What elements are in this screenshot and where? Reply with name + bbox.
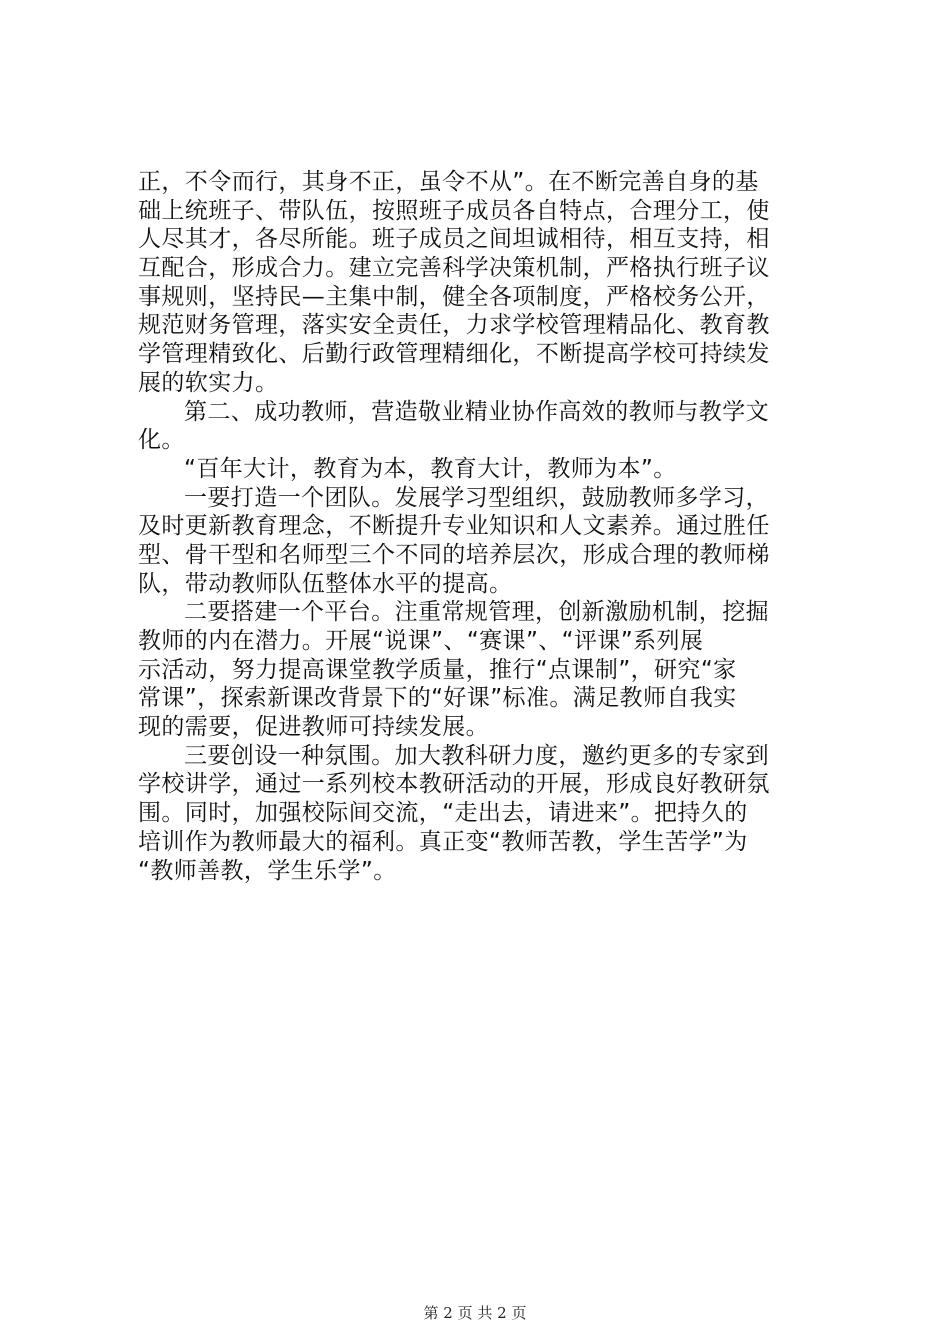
text-line: 二要搭建一个平台。注重常规管理，创新激励机制，挖掘 [184, 599, 769, 626]
text-line: 学校讲学，通过一系列校本教研活动的开展，形成良好教研氛 [138, 771, 770, 798]
text-line: 础上统班子、带队伍，按照班子成员各自特点，合理分工，使 [138, 197, 770, 224]
text-line: 现的需要，促进教师可持续发展。 [138, 714, 489, 741]
document-body [138, 168, 818, 885]
text-line: 队，带动教师队伍整体水平的提高。 [138, 570, 513, 597]
text-line: 教师的内在潜力。开展“说课”、“赛课”、“评课”系列展 [138, 628, 704, 654]
quote-line: “百年大计，教育为本，教育大计，教师为本”。 [184, 455, 677, 482]
text-line: 围。同时，加强校际间交流，“走出去，请进来”。把持久的 [138, 800, 748, 827]
text-line: 学管理精致化、后勤行政管理精细化，不断提高学校可持续发 [138, 341, 770, 368]
text-line: 三要创设一种氛围。加大教科研力度，邀约更多的专家到 [184, 742, 769, 769]
text-line: 型、骨干型和名师型三个不同的培养层次，形成合理的教师梯 [138, 541, 770, 568]
text-line: 常课”，探索新课改背景下的“好课”标准。满足教师自我实 [138, 685, 737, 712]
text-line: 示活动，努力提高课堂教学质量，推行“点课制”，研究“家 [138, 656, 737, 683]
text-line: 正，不令而行，其身不正，虽令不从”。在不断完善自身的基 [138, 169, 759, 195]
text-line: 互配合，形成合力。建立完善科学决策机制，严格执行班子议 [138, 255, 770, 282]
text-line: 人尽其才，各尽所能。班子成员之间坦诚相待，相互支持，相 [138, 226, 770, 253]
text-line: 化。 [138, 427, 185, 454]
text-line: “教师善教，学生乐学”。 [138, 857, 397, 884]
page-number-footer: 第 2 页 共 2 页 [423, 1304, 527, 1322]
text-line: 事规则，坚持民—主集中制，健全各项制度，严格校务公开， [138, 283, 770, 310]
text-line: 规范财务管理，落实安全责任，力求学校管理精品化、教育教 [138, 312, 770, 339]
text-line: 培训作为教师最大的福利。真正变“教师苦教，学生苦学”为 [138, 828, 748, 855]
text-line: 及时更新教育理念，不断提升专业知识和人文素养。通过胜任 [138, 513, 770, 540]
text-line: 展的软实力。 [138, 369, 279, 396]
section-heading-line: 第二、成功教师，营造敬业精业协作高效的教师与教学文 [184, 398, 769, 425]
text-line: 一要打造一个团队。发展学习型组织，鼓励教师多学习， [184, 484, 769, 511]
